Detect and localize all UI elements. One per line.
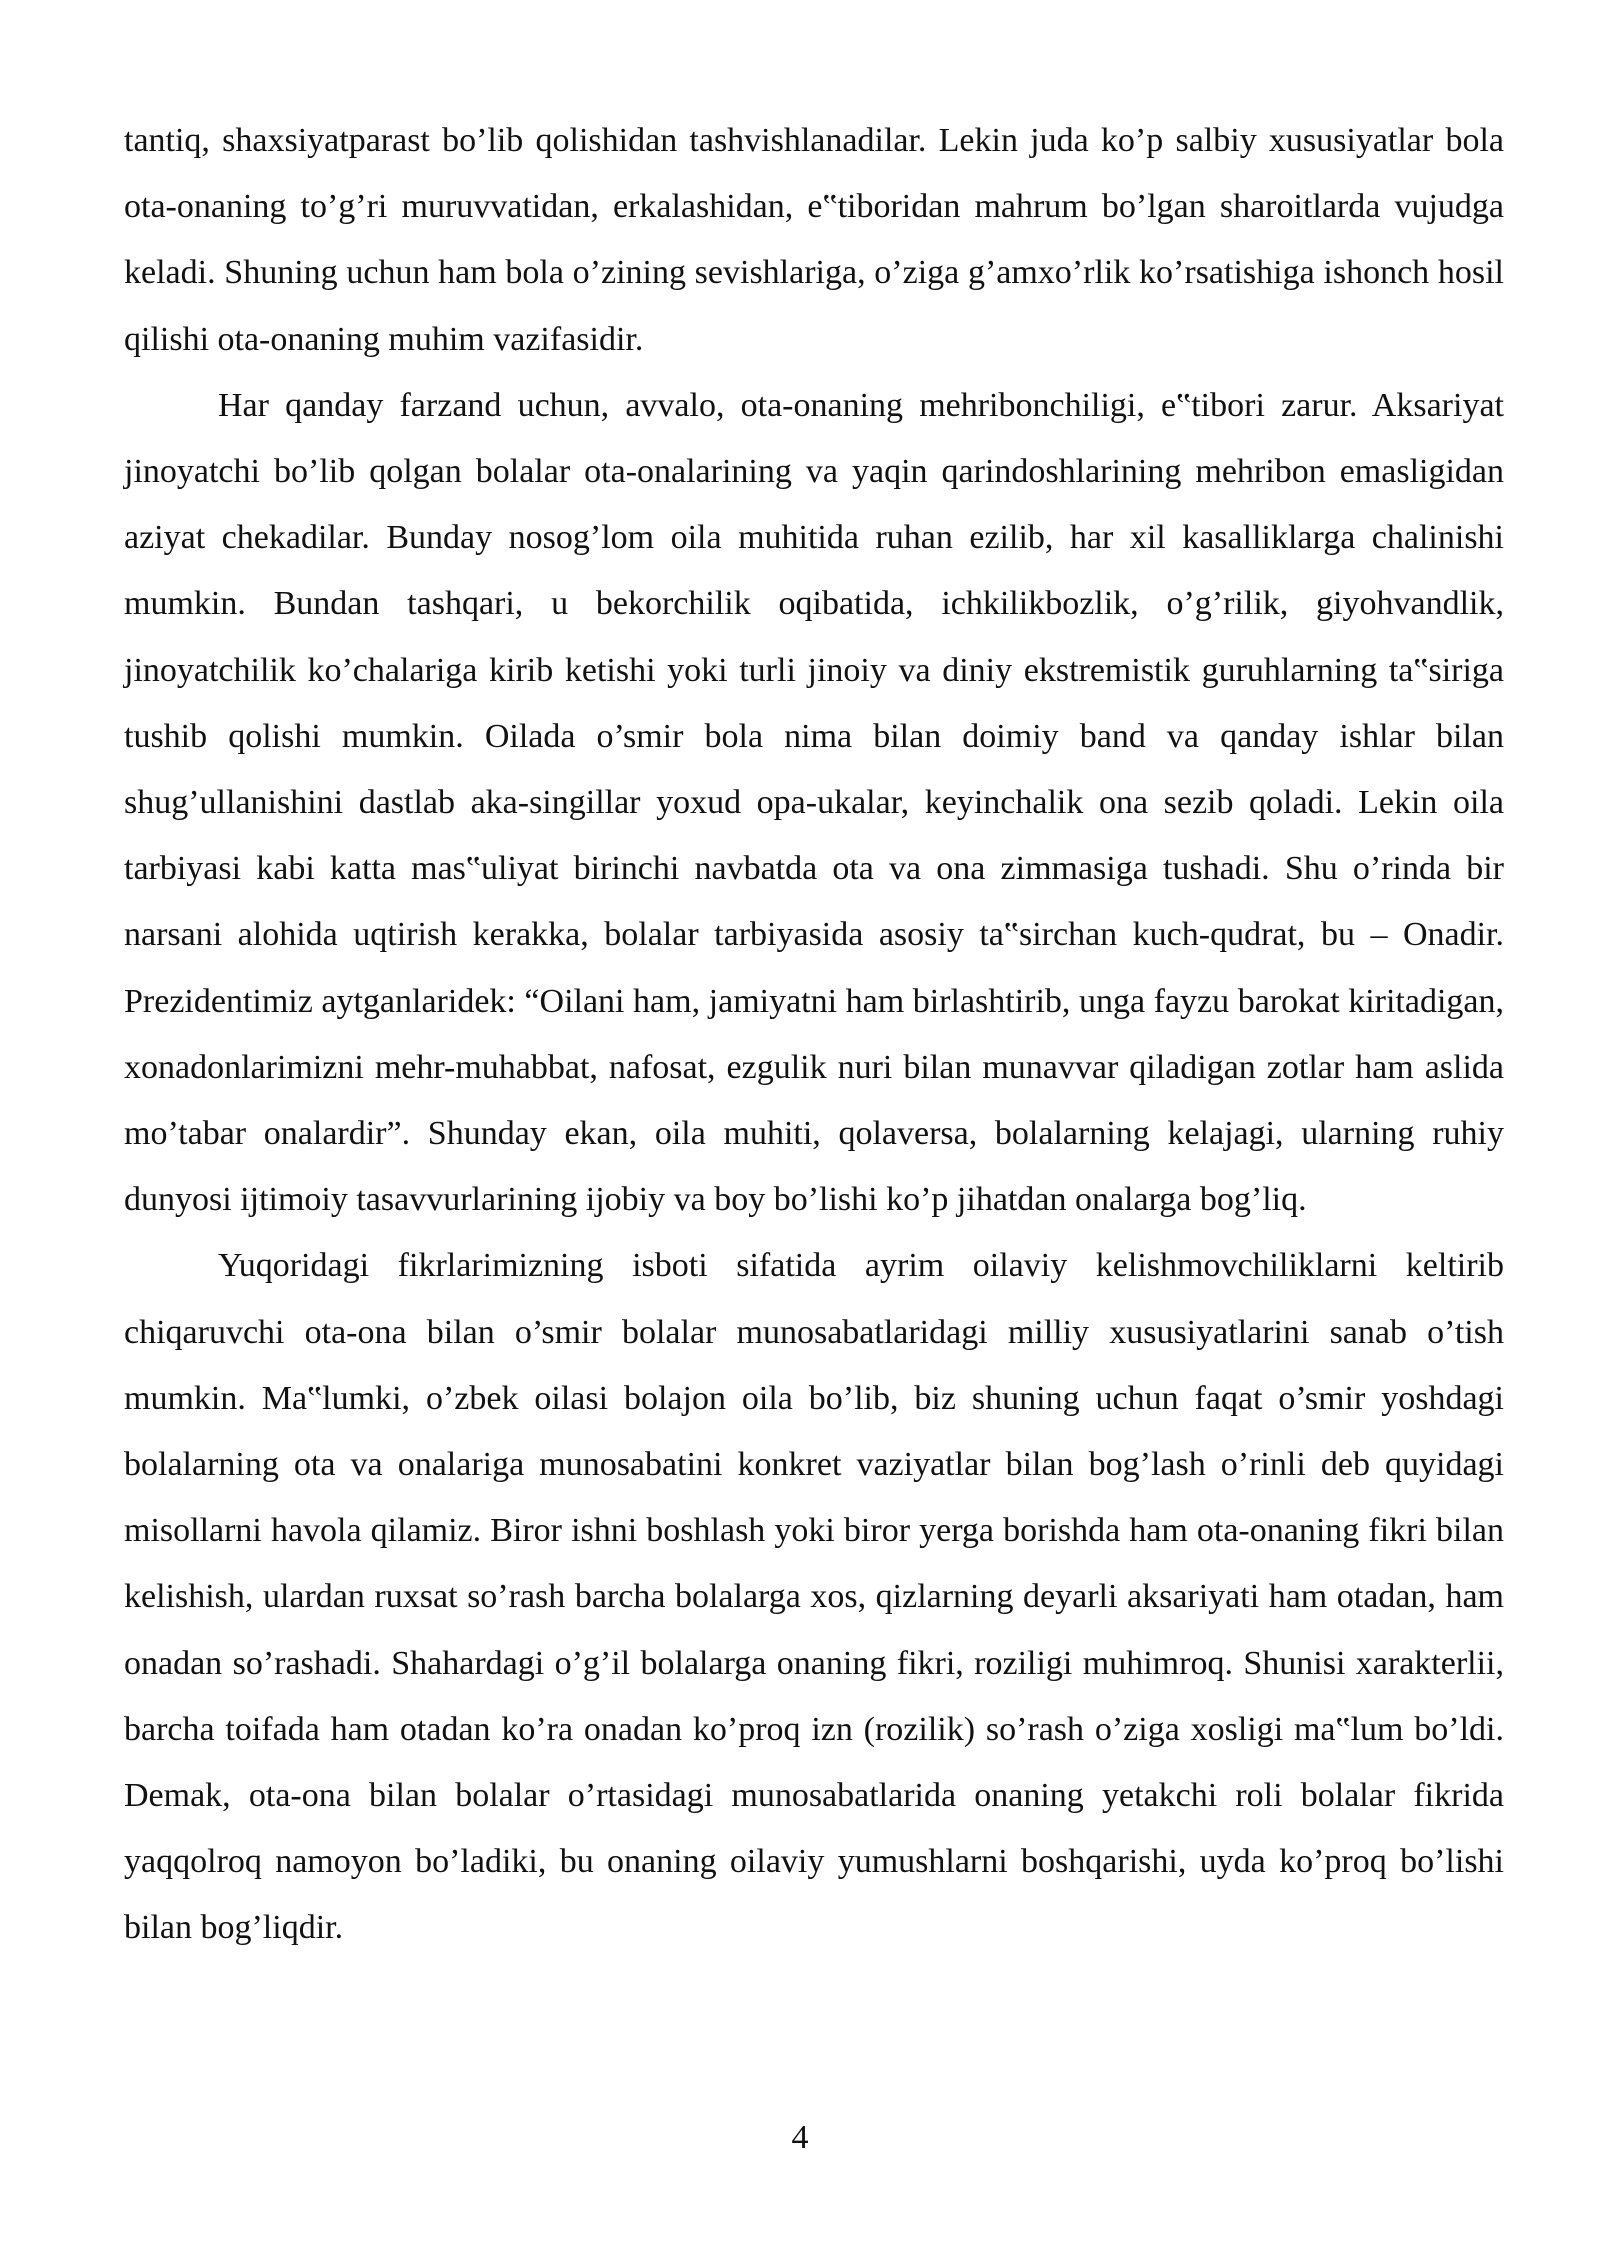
page-number: 4: [791, 2119, 809, 2156]
body-text: [124, 108, 1504, 1962]
paragraph-2: Har qanday farzand uchun, avvalo, ota-onaning mehribonchiligi, e‟tibori zarur. Aksariyat jinoyatchi bo’lib qolgan bolalar ota-onalarining va yaqin qarindoshlarining mehribon emasligidan aziyat chekadilar. Bunday nosog’lom oila muhitida ruhan ezilib, har xil kasalliklarga chalinishi mumkin. Bundan tashqari, u bekorchilik oqibatida, ichkilikbozlik, o’g’rilik, giyohvandlik, jinoyatchilik ko’chalariga kirib ketishi yoki turli jinoiy va diniy ekstremistik guruhlarning ta‟siriga tushib qolishi mumkin. Oilada o’smir bola nima bilan doimiy band va qanday ishlar bilan shug’ullanishini dastlab aka-singillar yoxud opa-ukalar, keyinchalik ona sezib qoladi. Lekin oila tarbiyasi kabi katta mas‟uliyat birinchi navbatda ota va ona zimmasiga tushadi. Shu o’rinda bir narsani alohida uqtirish kerakka, bolalar tarbiyasida asosiy ta‟sirchan kuch-qudrat, bu – Onadir. Prezidentimiz aytganlaridek: “Oilani ham, jamiyatni ham birlashtirib, unga fayzu barokat kiritadigan, xonadonlarimizni mehr-muhabbat, nafosat, ezgulik nuri bilan munavvar qiladigan zotlar ham aslida mo’tabar onalardir”. Shunday ekan, oila muhiti, qolaversa, bolalarning kelajagi, ularning ruhiy dunyosi ijtimoiy tasavvurlarining ijobiy va boy bo’lishi ko’p jihatdan onalarga bog’liq.: [124, 386, 1504, 1219]
paragraph-1: tantiq, shaxsiyatparast bo’lib qolishidan tashvishlanadilar. Lekin juda ko’p salbiy xususiyatlar bola ota-onaning to’g’ri muruvvatidan, erkalashidan, e‟tiboridan mahrum bo’lgan sharoitlarda vujudga keladi. Shuning uchun ham bola o’zining sevishlariga, o’ziga g’amxo’rlik ko’rsatishiga ishonch hosil qilishi ota-onaning muhim vazifasidir.: [124, 122, 1504, 358]
paragraph-3: Yuqoridagi fikrlarimizning isboti sifatida ayrim oilaviy kelishmovchiliklarni keltirib chiqaruvchi ota-ona bilan o’smir bolalar munosabatlaridagi milliy xususiyatlarini sanab o’tish mumkin. Ma‟lumki, o’zbek oilasi bolajon oila bo’lib, biz shuning uchun faqat o’smir yoshdagi bolalarning ota va onalariga munosabatini konkret vaziyatlar bilan bog’lash o’rinli deb quyidagi misollarni havola qilamiz. Biror ishni boshlash yoki biror yerga borishda ham ota-onaning fikri bilan kelishish, ulardan ruxsat so’rash barcha bolalarga xos, qizlarning deyarli aksariyati ham otadan, ham onadan so’rashadi. Shahardagi o’g’il bolalarga onaning fikri, roziligi muhimroq. Shunisi xarakterlii, barcha toifada ham otadan ko’ra onadan ko’proq izn (rozilik) so’rash o’ziga xosligi ma‟lum bo’ldi. Demak, ota-ona bilan bolalar o’rtasidagi munosabatlarida onaning yetakchi roli bolalar fikrida yaqqolroq namoyon bo’ladiki, bu onaning oilaviy yumushlarni boshqarishi, uyda ko’proq bo’lishi bilan bog’liqdir.: [124, 1247, 1504, 1947]
